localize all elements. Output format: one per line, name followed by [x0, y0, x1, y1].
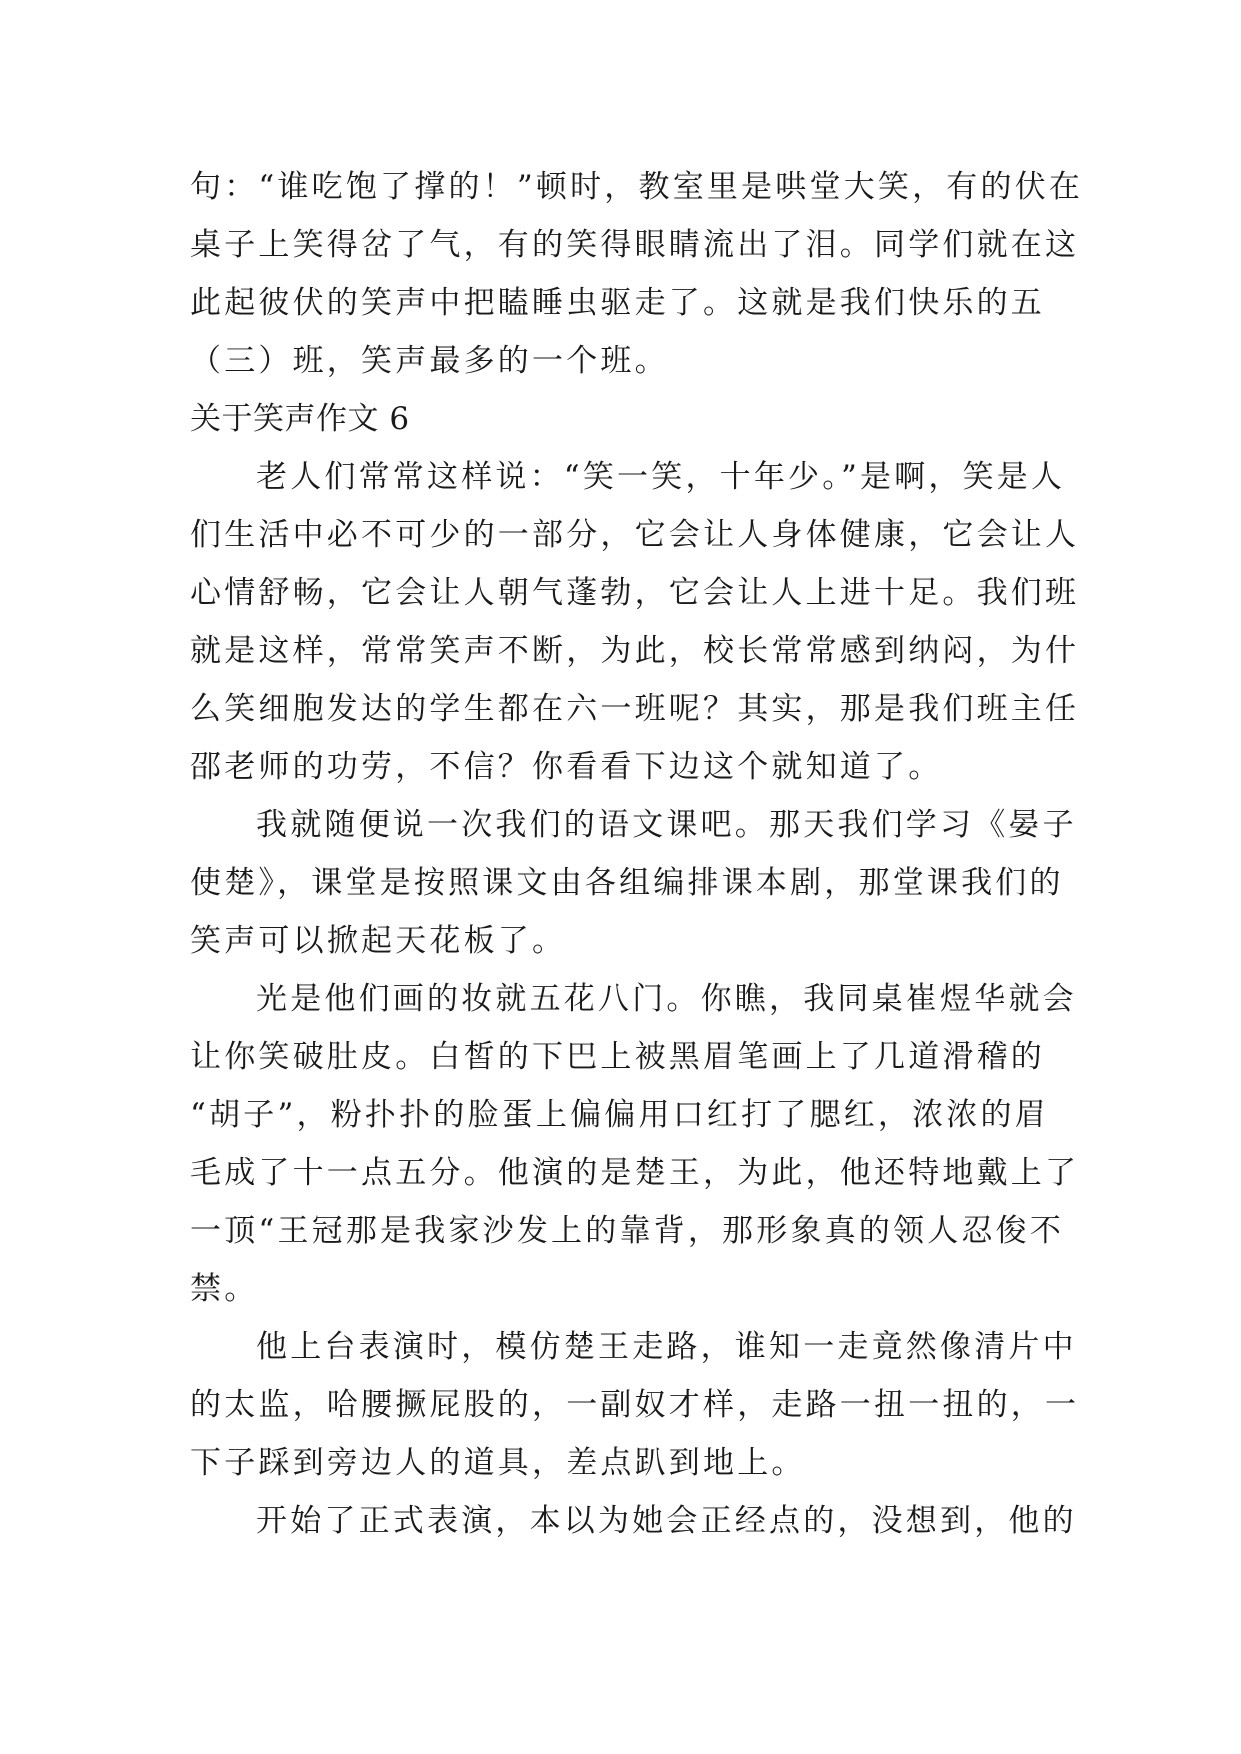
text-line: 桌子上笑得岔了气，有的笑得眼睛流出了泪。同学们就在这: [190, 227, 1080, 263]
section-heading: 关于笑声作文 6: [190, 401, 410, 437]
text-line: 么笑细胞发达的学生都在六一班呢？其实，那是我们班主任: [190, 691, 1080, 727]
text-line: 就是这样，常常笑声不断，为此，校长常常感到纳闷，为什: [190, 633, 1080, 669]
document-body: [190, 158, 1084, 1550]
text-line: 光是他们画的妆就五花八门。你瞧，我同桌崔煜华就会: [256, 981, 1077, 1017]
text-line: 禁。: [190, 1271, 259, 1307]
text-line: 让你笑破肚皮。白皙的下巴上被黑眉笔画上了几道滑稽的: [190, 1039, 1045, 1075]
text-line: 的太监，哈腰撅屁股的，一副奴才样，走路一扭一扭的，一: [190, 1387, 1080, 1423]
text-line: 邵老师的功劳，不信？你看看下边这个就知道了。: [190, 749, 943, 785]
text-line: 老人们常常这样说：“笑一笑，十年少。”是啊，笑是人: [256, 459, 1066, 495]
text-line: 毛成了十一点五分。他演的是楚王，为此，他还特地戴上了: [190, 1155, 1080, 1191]
text-line: 下子踩到旁边人的道具，差点趴到地上。: [190, 1445, 806, 1481]
text-line: 我就随便说一次我们的语文课吧。那天我们学习《晏子: [256, 807, 1077, 843]
text-line: 心情舒畅，它会让人朝气蓬勃，它会让人上进十足。我们班: [190, 575, 1080, 611]
text-line: 使楚》，课堂是按照课文由各组编排课本剧，那堂课我们的: [190, 865, 1064, 901]
text-line: “胡子”，粉扑扑的脸蛋上偏偏用口红打了腮红，浓浓的眉: [190, 1097, 1049, 1133]
text-line: 一顶“王冠那是我家沙发上的靠背，那形象真的领人忍俊不: [190, 1213, 1065, 1249]
text-line: 们生活中必不可少的一部分，它会让人身体健康，它会让人: [190, 517, 1080, 553]
text-line: 笑声可以掀起天花板了。: [190, 923, 567, 959]
text-line: 开始了正式表演，本以为她会正经点的，没想到，他的: [256, 1503, 1077, 1539]
text-line: 此起彼伏的笑声中把瞌睡虫驱走了。这就是我们快乐的五: [190, 285, 1045, 321]
text-line: 他上台表演时，模仿楚王走路，谁知一走竟然像清片中: [256, 1329, 1077, 1365]
text-line: （三）班，笑声最多的一个班。: [190, 343, 669, 379]
text-line: 句：“谁吃饱了撑的！”顿时，教室里是哄堂大笑，有的伏在: [190, 169, 1084, 205]
